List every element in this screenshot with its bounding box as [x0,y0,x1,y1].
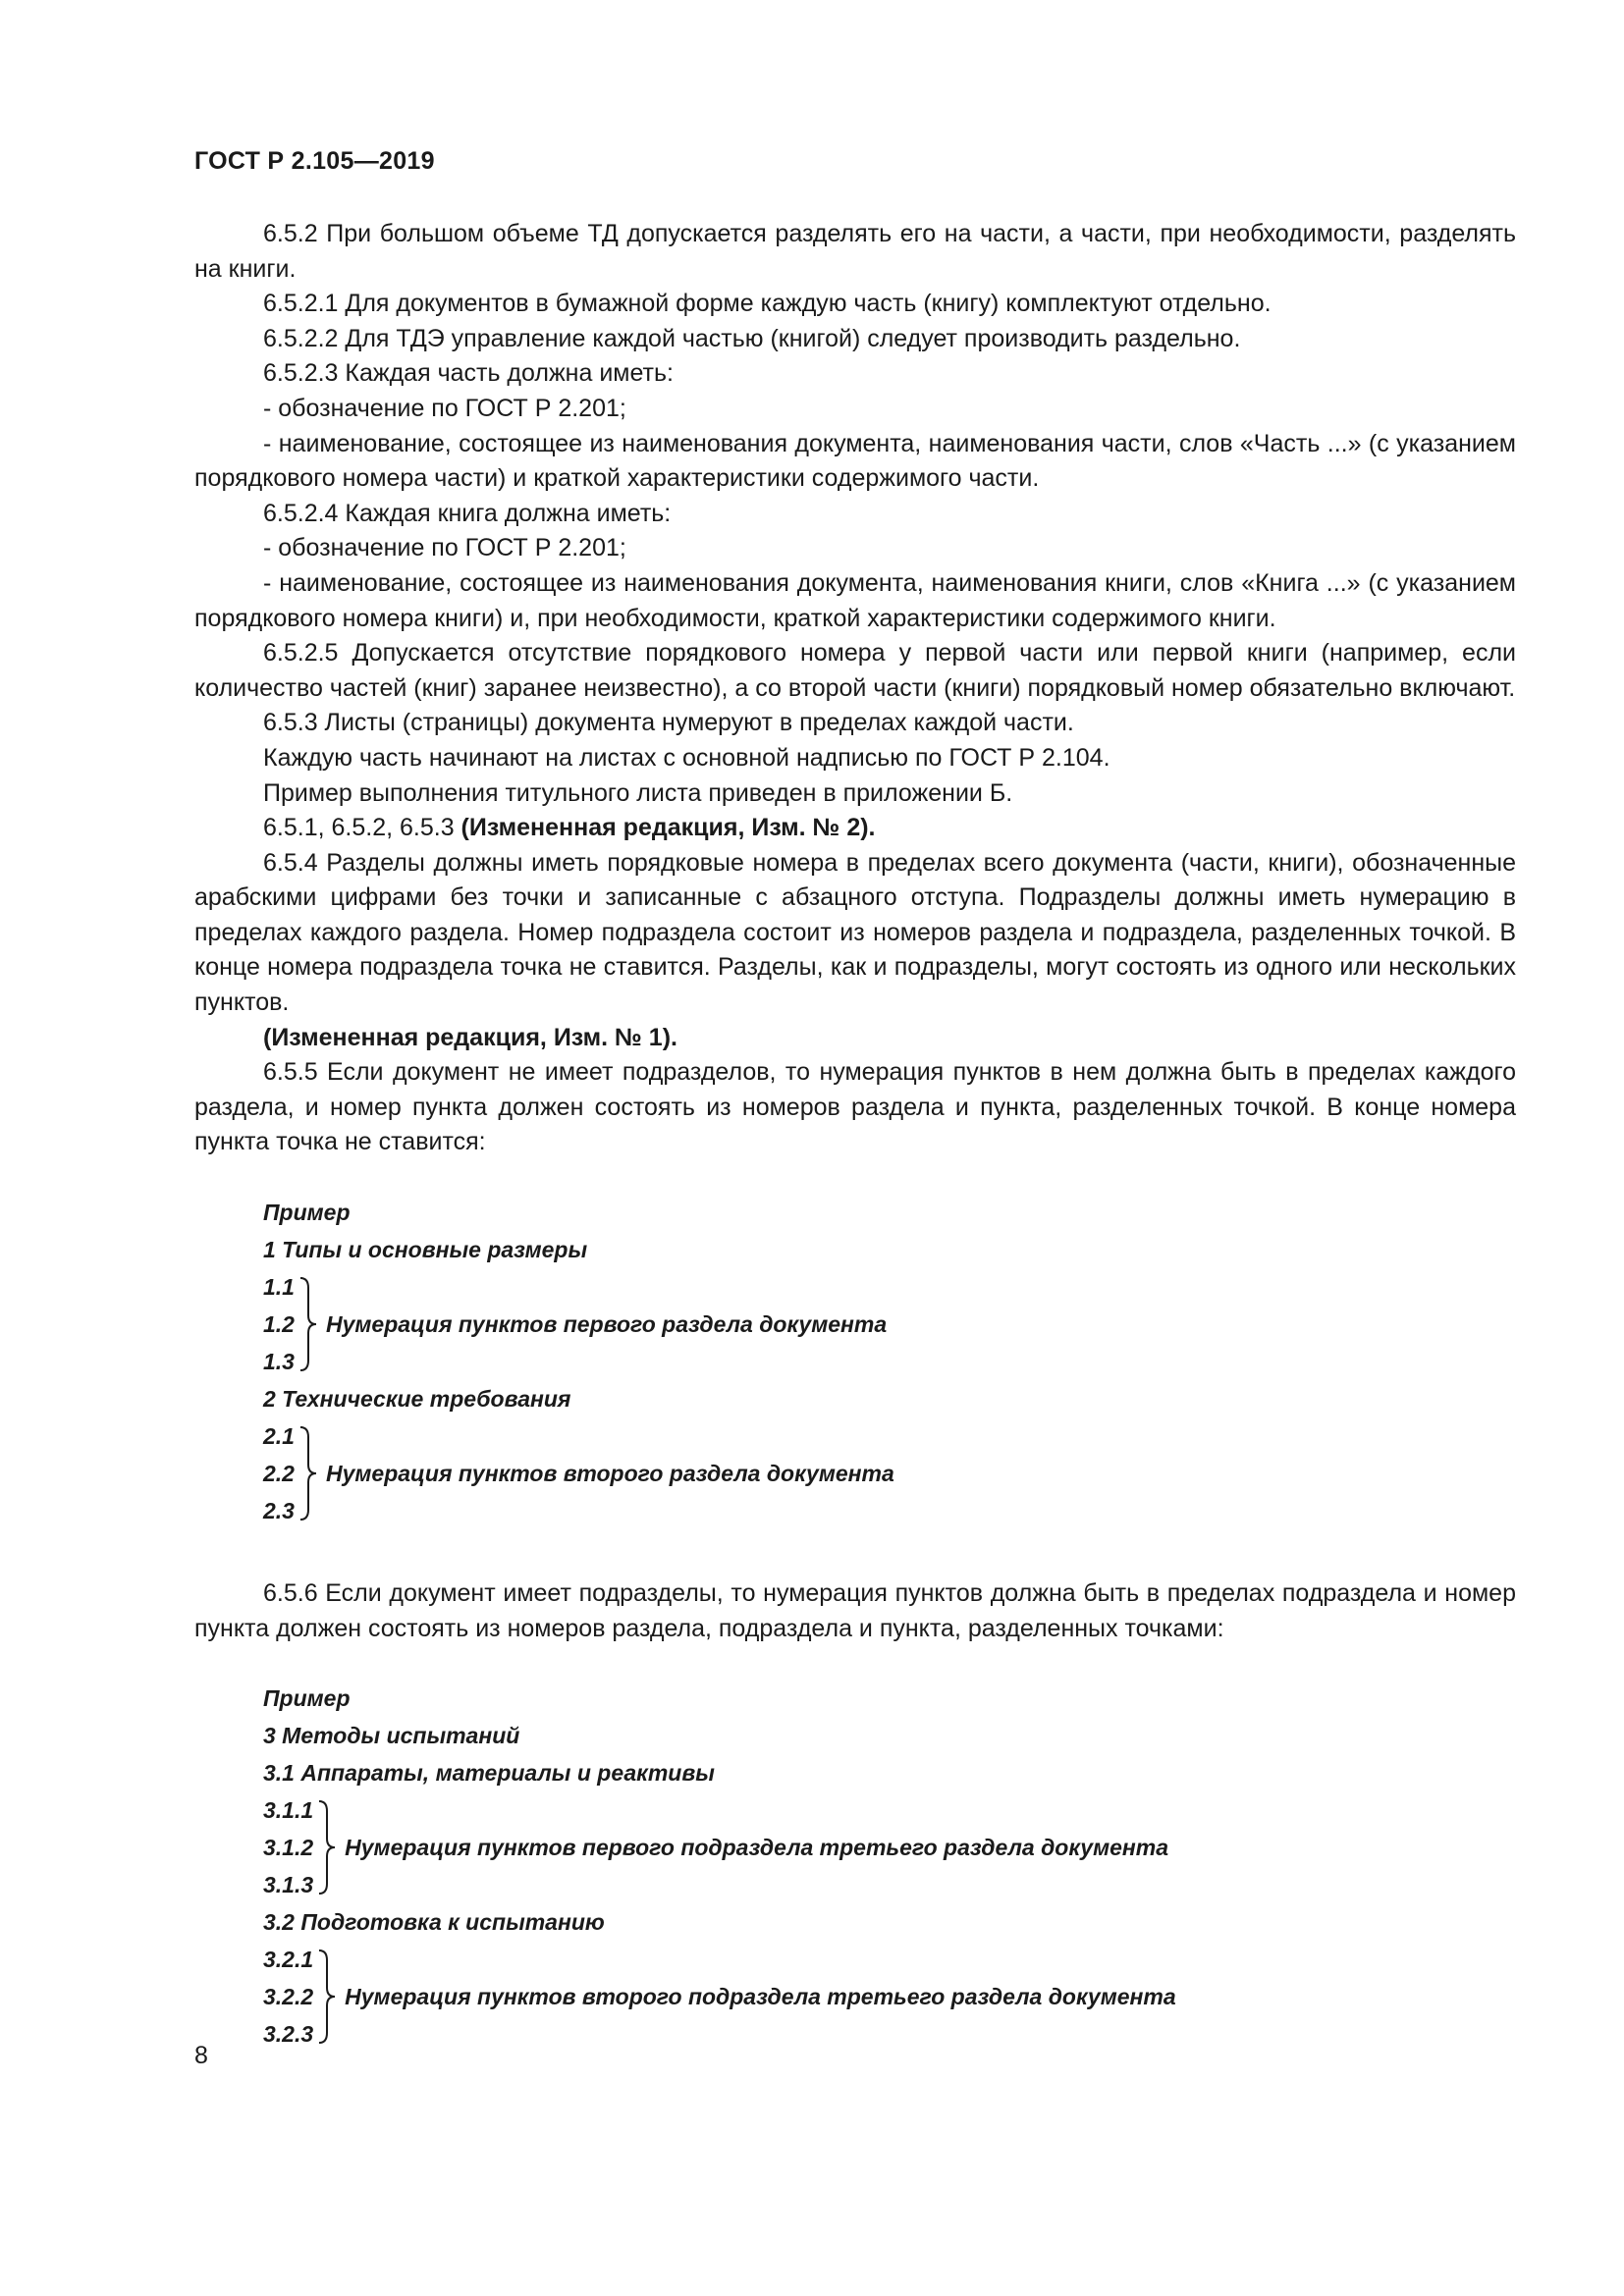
section-title: 1 Типы и основные размеры [263,1237,588,1263]
right-brace-icon [313,1795,341,1899]
subsection-title: 3.2 Подготовка к испытанию [263,1909,605,1936]
paragraph: 6.5.5 Если документ не имеет подразделов, то нумерация пунктов в нем должна быть в пределах каждого раздела, и номер пункта должен состоять из номеров раздела и пункта, разделенных точкой. В конце номера пункта точка не ставится: [194,1058,1516,1156]
item-number: 3.2.2 [263,1984,314,2010]
paragraph: 6.5.2 При большом объеме ТД допускается разделять его на части, а части, при необходимости, разделять на книги. [194,220,1516,283]
section-title: 3 Методы испытаний [263,1723,520,1749]
item-number: 3.1.1 [263,1797,314,1824]
example-block-2 [263,1680,1516,2053]
body-text [194,217,1516,1160]
group-label: Нумерация пунктов первого раздела документа [325,1310,888,1337]
amendment-note: (Измененная редакция, Изм. № 1). [263,1023,677,1051]
right-brace-icon [295,1421,322,1525]
paragraph: 6.5.2.1 Для документов в бумажной форме каждую часть (книгу) комплектуют отдельно. [263,290,1272,318]
example-title: Пример [263,1685,351,1712]
paragraph: 6.5.2.2 Для ТДЭ управление каждой частью (книгой) следует производить раздельно. [263,324,1241,352]
example-block-1 [263,1194,1516,1529]
item-number: 1.1 [263,1274,295,1301]
numbering-group [263,1268,1516,1380]
example-title: Пример [263,1200,351,1226]
item-number: 3.2.1 [263,1947,314,1973]
item-number: 1.3 [263,1349,295,1375]
numbering-group [263,1941,1516,2053]
document-page [194,147,1516,2053]
numbering-group [263,1417,1516,1529]
amendment-prefix: 6.5.1, 6.5.2, 6.5.3 [263,814,461,842]
group-label: Нумерация пунктов второго раздела документа [325,1460,894,1486]
item-number: 1.2 [263,1311,295,1338]
group-label: Нумерация пунктов первого подраздела третьего раздела документа [345,1834,1169,1860]
document-header: ГОСТ Р 2.105—2019 [194,147,435,175]
right-brace-icon [313,1945,341,2049]
paragraph: 6.5.4 Разделы должны иметь порядковые номера в пределах всего документа (части, книги), обозначенные арабскими цифрами без точки и записанные с абзацного отступа. Подразделы должны иметь нумерацию в пределах каждого раздела. Номер подраздела состоит из номеров раздела и подраздела, разделенных точкой. В конце номера подраздела точка не ставится. Разделы, как и подразделы, могут состоять из одного или нескольких пунктов. [194,848,1516,1017]
item-number: 3.1.2 [263,1835,314,1861]
paragraph: - обозначение по ГОСТ Р 2.201; [263,534,626,562]
item-number: 3.2.3 [263,2021,314,2048]
paragraph: 6.5.6 Если документ имеет подразделы, то нумерация пунктов должна быть в пределах подраздела и номер пункта должен состоять из номеров раздела, подраздела и пункта, разделенных точками: [194,1579,1516,1642]
paragraph: 6.5.2.5 Допускается отсутствие порядкового номера у первой части или первой книги (например, если количество частей (книг) заранее неизвестно), а со второй части (книги) порядковый номер обязательно включают. [194,639,1516,702]
page-number: 8 [194,2042,208,2069]
paragraph: - обозначение по ГОСТ Р 2.201; [263,394,626,422]
paragraph: Пример выполнения титульного листа приведен в приложении Б. [263,778,1013,807]
paragraph: 6.5.3 Листы (страницы) документа нумеруют в пределах каждой части. [263,709,1074,737]
subsection-title: 3.1 Аппараты, материалы и реактивы [263,1760,715,1787]
item-number: 2.1 [263,1423,295,1450]
item-number: 2.2 [263,1461,295,1487]
paragraph: - наименование, состоящее из наименования документа, наименования книги, слов «Книга ...» (с указанием порядкового номера книги) и, при необходимости, краткой характеристики содержимого книги. [194,568,1516,632]
paragraph: 6.5.2.4 Каждая книга должна иметь: [263,499,672,527]
paragraph: 6.5.2.3 Каждая часть должна иметь: [263,359,674,388]
amendment-line [194,811,1516,846]
item-number: 3.1.3 [263,1872,314,1898]
section-title: 2 Технические требования [263,1386,571,1413]
numbering-group [263,1791,1516,1903]
paragraph: - наименование, состоящее из наименования документа, наименования части, слов «Часть ...» (с указанием порядкового номера части) и краткой характеристики содержимого части. [194,429,1516,493]
group-label: Нумерация пунктов второго подраздела третьего раздела документа [345,1983,1176,2009]
item-number: 2.3 [263,1498,295,1524]
body-text [194,1576,1516,1646]
paragraph: Каждую часть начинают на листах с основной надписью по ГОСТ Р 2.104. [263,743,1110,772]
right-brace-icon [295,1272,322,1376]
amendment-note: (Измененная редакция, Изм. № 2). [460,814,876,842]
